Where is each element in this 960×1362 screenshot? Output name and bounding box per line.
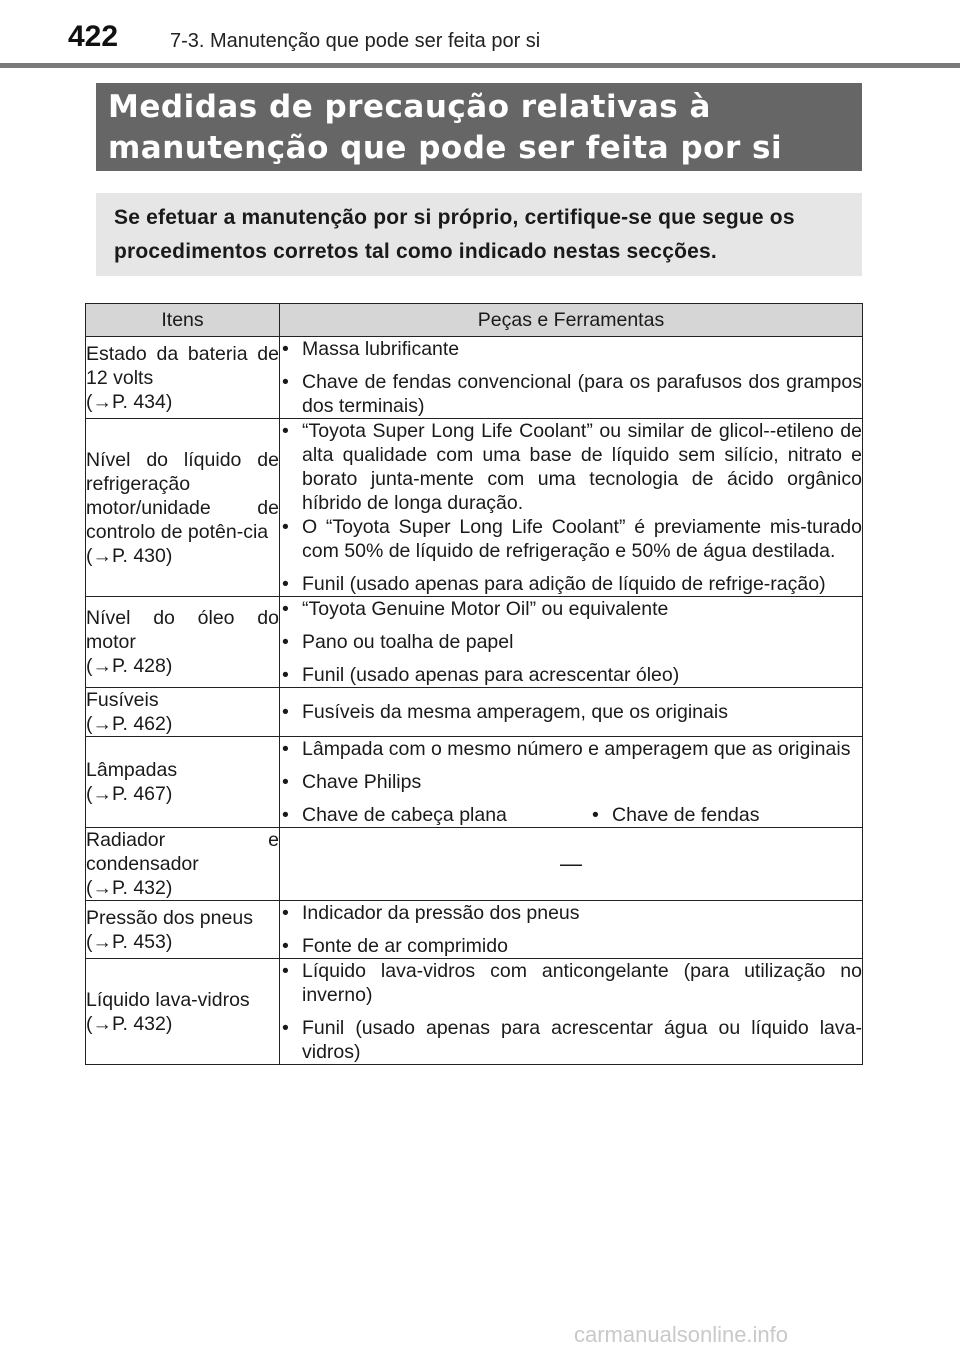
- item-name: Estado da bateria de 12 volts: [86, 342, 279, 389]
- table-row: [86, 901, 863, 959]
- item-name: Nível do líquido de refrigeração motor/unidade de controlo de potên-cia: [86, 448, 279, 543]
- item-name: Lâmpadas: [86, 759, 178, 781]
- parts-cell: [280, 959, 863, 1065]
- item-name: Pressão dos pneus: [86, 906, 253, 929]
- page-number: 422: [68, 20, 119, 53]
- list-item: • Funil (usado apenas para acrescentar água ou líquido lava-vidros): [280, 1016, 862, 1064]
- list-item: • “Toyota Super Long Life Coolant” ou similar de glicol--etileno de alta qualidade com uma base de líquido sem silício, nitrato e borato junta-mente com uma tecnologia de ácido orgânico híbrido de longa duração.: [280, 419, 862, 515]
- page-title: Medidas de precaução relativas à manutenção que pode ser feita por si: [108, 89, 783, 166]
- section-title: 7-3. Manutenção que pode ser feita por si: [170, 30, 541, 52]
- item-cell: [86, 901, 280, 959]
- list-item: • Chave Philips: [280, 770, 862, 794]
- parts-cell: [280, 901, 863, 959]
- table-row: [86, 337, 863, 419]
- intro-text: Se efetuar a manutenção por si próprio, certifique-se que segue os procedimentos corretos tal como indicado nestas secções.: [114, 206, 795, 263]
- title-banner: [96, 83, 862, 171]
- list-item: • Chave de fendas convencional (para os parafusos dos grampos dos terminais): [280, 370, 862, 418]
- intro-box: [96, 193, 862, 276]
- parts-cell: [280, 597, 863, 688]
- item-name: Nível do óleo do motor: [86, 607, 279, 653]
- item-cell: [86, 828, 280, 901]
- list-item: • Chave de fendas: [590, 803, 862, 827]
- list-item: • Funil (usado apenas para acrescentar óleo): [280, 663, 862, 687]
- parts-cell: [280, 688, 863, 737]
- parts-cell: [280, 337, 863, 419]
- list-item: • Lâmpada com o mesmo número e amperagem que as originais: [280, 737, 862, 761]
- page-reference: (→P. 432): [86, 877, 173, 899]
- header-parts: Peças e Ferramentas: [280, 304, 863, 337]
- page-reference: (→P. 434): [86, 390, 173, 413]
- list-item: • Fusíveis da mesma amperagem, que os originais: [280, 700, 862, 724]
- page-reference: (→P. 432): [86, 1012, 173, 1035]
- page-reference: (→P. 467): [86, 783, 173, 805]
- list-item: • Líquido lava-vidros com anticongelante (para utilização no inverno): [280, 959, 862, 1007]
- page-header: [0, 0, 960, 66]
- item-name: Fusíveis: [86, 689, 159, 711]
- item-cell: [86, 737, 280, 828]
- footer-watermark[interactable]: carmanualsonline.info: [574, 1322, 789, 1347]
- table-row: [86, 737, 863, 828]
- items-table: [85, 303, 863, 1065]
- table-header-row: [86, 304, 863, 337]
- item-cell: [86, 688, 280, 737]
- parts-cell-empty: —: [280, 828, 863, 901]
- table-row: [86, 419, 863, 597]
- header-items: Itens: [86, 304, 280, 337]
- item-cell: [86, 597, 280, 688]
- item-name: Radiador e condensador: [86, 829, 279, 875]
- table-row: [86, 959, 863, 1065]
- page-reference: (→P. 453): [86, 930, 173, 953]
- parts-cell: [280, 737, 863, 828]
- header-rule: [0, 63, 960, 68]
- table-row: [86, 597, 863, 688]
- list-item: • Pano ou toalha de papel: [280, 630, 862, 654]
- list-item: • Indicador da pressão dos pneus: [280, 901, 862, 925]
- page-reference: (→P. 462): [86, 713, 173, 735]
- list-item: • Fonte de ar comprimido: [280, 934, 862, 958]
- table-row: [86, 688, 863, 737]
- parts-cell: [280, 419, 863, 597]
- list-item: • Chave de cabeça plana: [280, 803, 590, 827]
- list-item: • Massa lubrificante: [280, 337, 862, 361]
- list-item: • Funil (usado apenas para adição de líquido de refrige-ração): [280, 572, 862, 596]
- two-column-list: [280, 794, 862, 827]
- item-cell: [86, 337, 280, 419]
- item-cell: [86, 419, 280, 597]
- item-name: Líquido lava-vidros: [86, 988, 250, 1011]
- table-row: [86, 828, 863, 901]
- list-item: • “Toyota Genuine Motor Oil” ou equivalente: [280, 597, 862, 621]
- list-item: • O “Toyota Super Long Life Coolant” é previamente mis-turado com 50% de líquido de refrigeração e 50% de água destilada.: [280, 515, 862, 563]
- page-reference: (→P. 430): [86, 544, 173, 567]
- page-reference: (→P. 428): [86, 655, 173, 677]
- item-cell: [86, 959, 280, 1065]
